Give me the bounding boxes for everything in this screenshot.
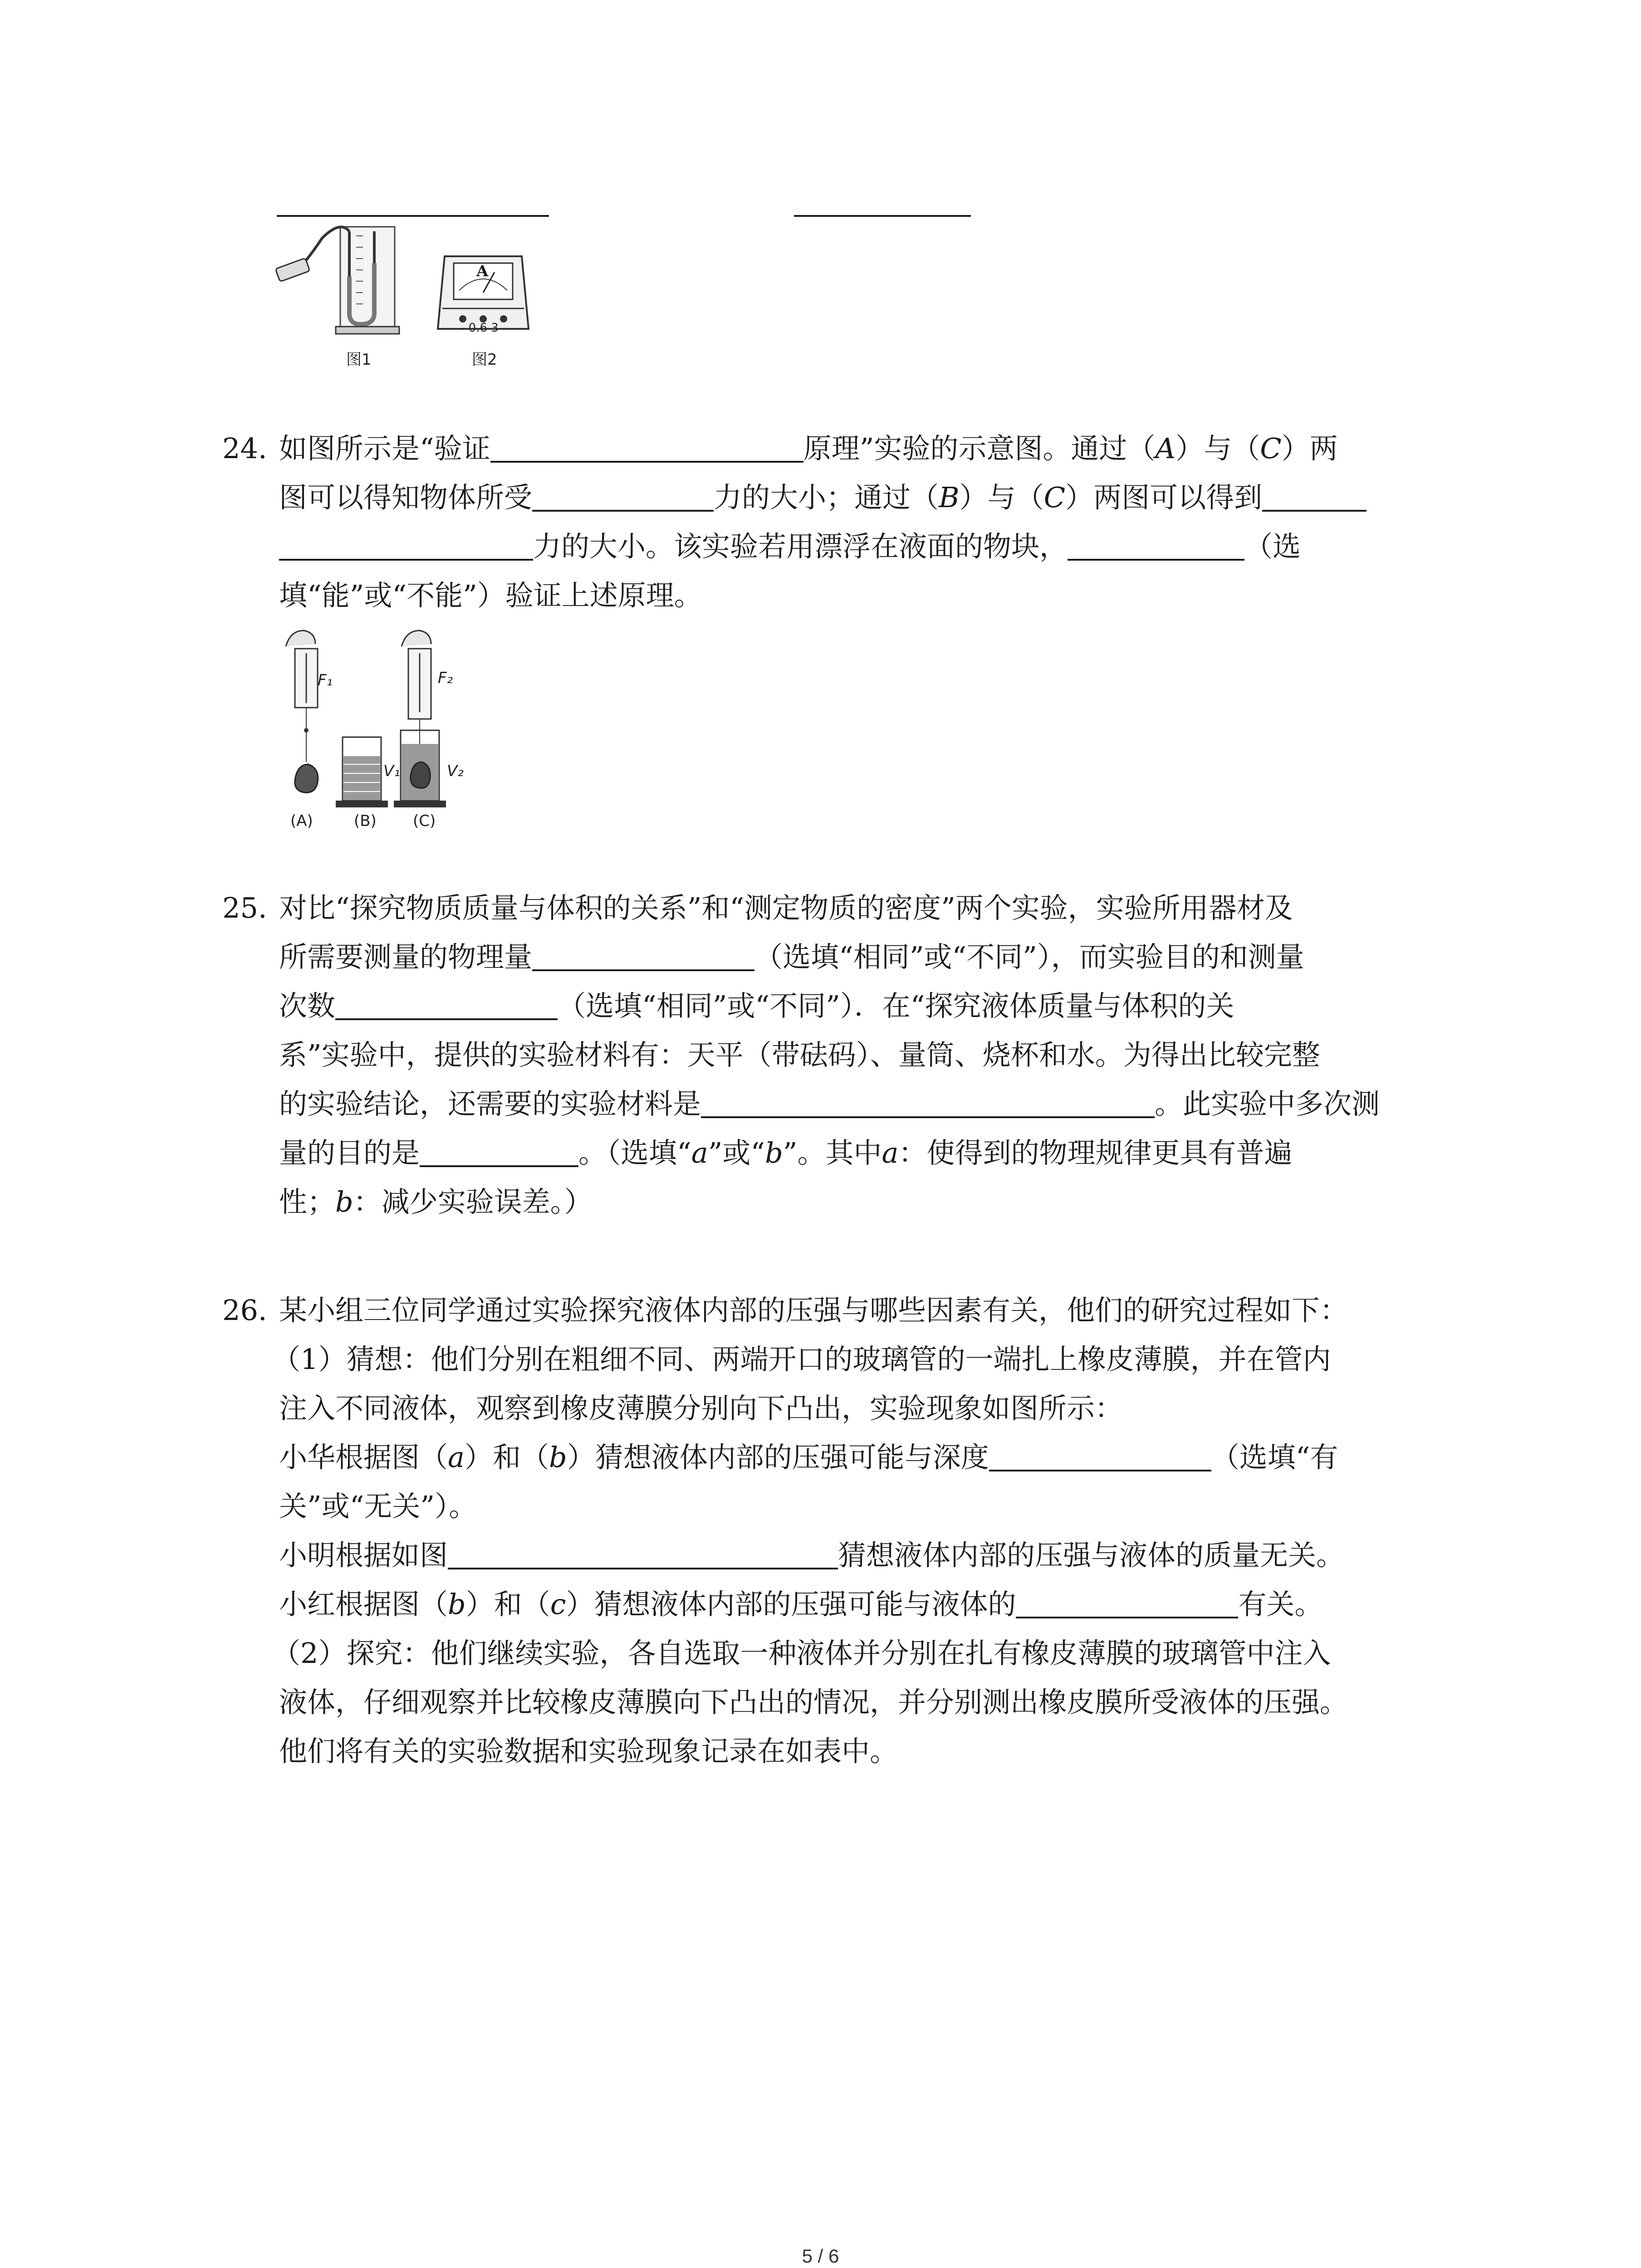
q26-text: b <box>448 1588 466 1621</box>
question-24 <box>222 424 1470 620</box>
label-V1: V₁ <box>383 762 400 780</box>
answer-blank[interactable] <box>1068 527 1244 561</box>
q25-text: a <box>691 1136 708 1169</box>
q25-text: 的实验结论，还需要的实验材料是 <box>279 1087 701 1120</box>
q25-text: b <box>765 1136 783 1169</box>
answer-blank[interactable] <box>420 1134 578 1167</box>
q24-text: ）与（ <box>959 481 1044 514</box>
archimedes-experiment-figure <box>277 624 495 837</box>
q25-text: 所需要测量的物理量 <box>279 940 533 973</box>
page-number: 5 / 6 <box>802 2245 839 2267</box>
q26-text: 液体，仔细观察并比较橡皮薄膜向下凸出的情况，并分别测出橡皮膜所受液体的压强。 <box>279 1686 1348 1719</box>
answer-blank-top-left[interactable] <box>277 215 549 217</box>
ammeter-letter: A <box>476 262 489 280</box>
q26-text: ）和（ <box>464 1441 549 1474</box>
q24-text: 力的大小。该实验若用漂浮在液面的物块， <box>533 530 1068 563</box>
q24-text: 原理”实验的示意图。通过（ <box>803 432 1156 465</box>
q25-text: ：减少实验误差。） <box>353 1185 593 1218</box>
label-F1: F₁ <box>318 671 333 689</box>
answer-blank[interactable] <box>490 429 803 463</box>
q25-text: 性； <box>279 1185 336 1218</box>
q24-text: C <box>1260 432 1282 465</box>
q24-text: 图可以得知物体所受 <box>279 481 533 514</box>
answer-blank[interactable] <box>279 527 533 561</box>
question-26 <box>222 1286 1470 1776</box>
q25-text: 对比“探究物质质量与体积的关系”和“测定物质的密度”两个实验，实验所用器材及 <box>279 891 1293 924</box>
q26-text: 小红根据图（ <box>279 1588 448 1621</box>
q26-text: 某小组三位同学通过实验探究液体内部的压强与哪些因素有关，他们的研究过程如下： <box>279 1294 1348 1327</box>
figure-2-caption: 图2 <box>472 351 497 369</box>
answer-blank[interactable] <box>989 1438 1211 1471</box>
q24-text: ）与（ <box>1176 432 1260 465</box>
q24-text: ）两 <box>1281 432 1338 465</box>
answer-blank[interactable] <box>448 1536 838 1569</box>
q26-text: ）和（ <box>465 1588 550 1621</box>
q25-text: b <box>335 1185 353 1218</box>
q25-text: ：使得到的物理规律更具有普遍 <box>898 1136 1293 1169</box>
q26-text: （2）探究：他们继续实验，各自选取一种液体并分别在扎有橡皮薄膜的玻璃管中注入 <box>272 1637 1331 1670</box>
q26-text: （选填“有 <box>1211 1441 1338 1474</box>
q24-text: 如图所示是“验证 <box>279 432 490 465</box>
q24-text: （选 <box>1244 530 1301 563</box>
q25-text: 。（选填“ <box>578 1136 691 1169</box>
label-V2: V₂ <box>447 762 464 780</box>
q24-text: A <box>1155 432 1176 465</box>
q25-text: ”。其中 <box>783 1136 882 1169</box>
q25-text: 次数 <box>279 989 336 1022</box>
answer-blank[interactable] <box>1262 478 1367 512</box>
answer-blank[interactable] <box>532 938 754 971</box>
q24-text: B <box>939 481 960 514</box>
manometer-figure <box>272 222 408 358</box>
q24-text: C <box>1043 481 1066 514</box>
q26-text: 他们将有关的实验数据和实验现象记录在如表中。 <box>279 1735 898 1768</box>
q24-text: ）两图可以得到 <box>1065 481 1263 514</box>
answer-blank[interactable] <box>1016 1585 1238 1618</box>
question-number: 25. <box>222 891 267 924</box>
q26-text: 小明根据如图 <box>279 1539 448 1572</box>
question-25 <box>222 884 1470 1227</box>
answer-blank-top-right[interactable] <box>794 215 971 217</box>
label-F2: F₂ <box>438 669 453 687</box>
q26-text: 关”或“无关”）。 <box>279 1490 477 1523</box>
q26-text: ）猜想液体内部的压强可能与深度 <box>567 1441 989 1474</box>
q26-text: 小华根据图（ <box>279 1441 448 1474</box>
answer-blank[interactable] <box>701 1085 1155 1118</box>
q26-text: ）猜想液体内部的压强可能与液体的 <box>566 1588 1016 1621</box>
q25-text: a <box>882 1136 899 1169</box>
answer-blank[interactable] <box>335 987 558 1020</box>
q25-text: 。此实验中多次测 <box>1155 1087 1380 1120</box>
q26-text: c <box>550 1588 566 1621</box>
ammeter-scale: - 0.6 3 <box>460 321 499 335</box>
q25-text: 量的目的是 <box>279 1136 420 1169</box>
figure-1-caption: 图1 <box>346 351 372 369</box>
q24-text: 填“能”或“不能”）验证上述原理。 <box>279 579 702 612</box>
label-C: (C) <box>413 812 436 830</box>
q26-text: 猜想液体内部的压强与液体的质量无关。 <box>838 1539 1345 1572</box>
label-A: (A) <box>290 812 313 830</box>
q25-text: 系”实验中，提供的实验材料有：天平（带砝码）、量筒、烧杯和水。为得出比较完整 <box>279 1038 1320 1071</box>
q25-text: （选填“相同”或“不同”）．在“探究液体质量与体积的关 <box>558 989 1234 1022</box>
q26-text: b <box>549 1441 567 1474</box>
q24-text: 力的大小；通过（ <box>714 481 939 514</box>
answer-blank[interactable] <box>532 478 714 512</box>
question-number: 24. <box>222 432 267 465</box>
q25-text: （选填“相同”或“不同”），而实验目的和测量 <box>754 940 1304 973</box>
question-number: 26. <box>222 1294 267 1327</box>
q25-text: ”或“ <box>708 1136 765 1169</box>
q26-text: 注入不同液体，观察到橡皮薄膜分别向下凸出，实验现象如图所示： <box>279 1392 1123 1425</box>
q26-text: a <box>448 1441 465 1474</box>
q26-text: （1）猜想：他们分别在粗细不同、两端开口的玻璃管的一端扎上橡皮薄膜，并在管内 <box>272 1343 1331 1376</box>
label-B: (B) <box>354 812 377 830</box>
q26-text: 有关。 <box>1238 1588 1323 1621</box>
